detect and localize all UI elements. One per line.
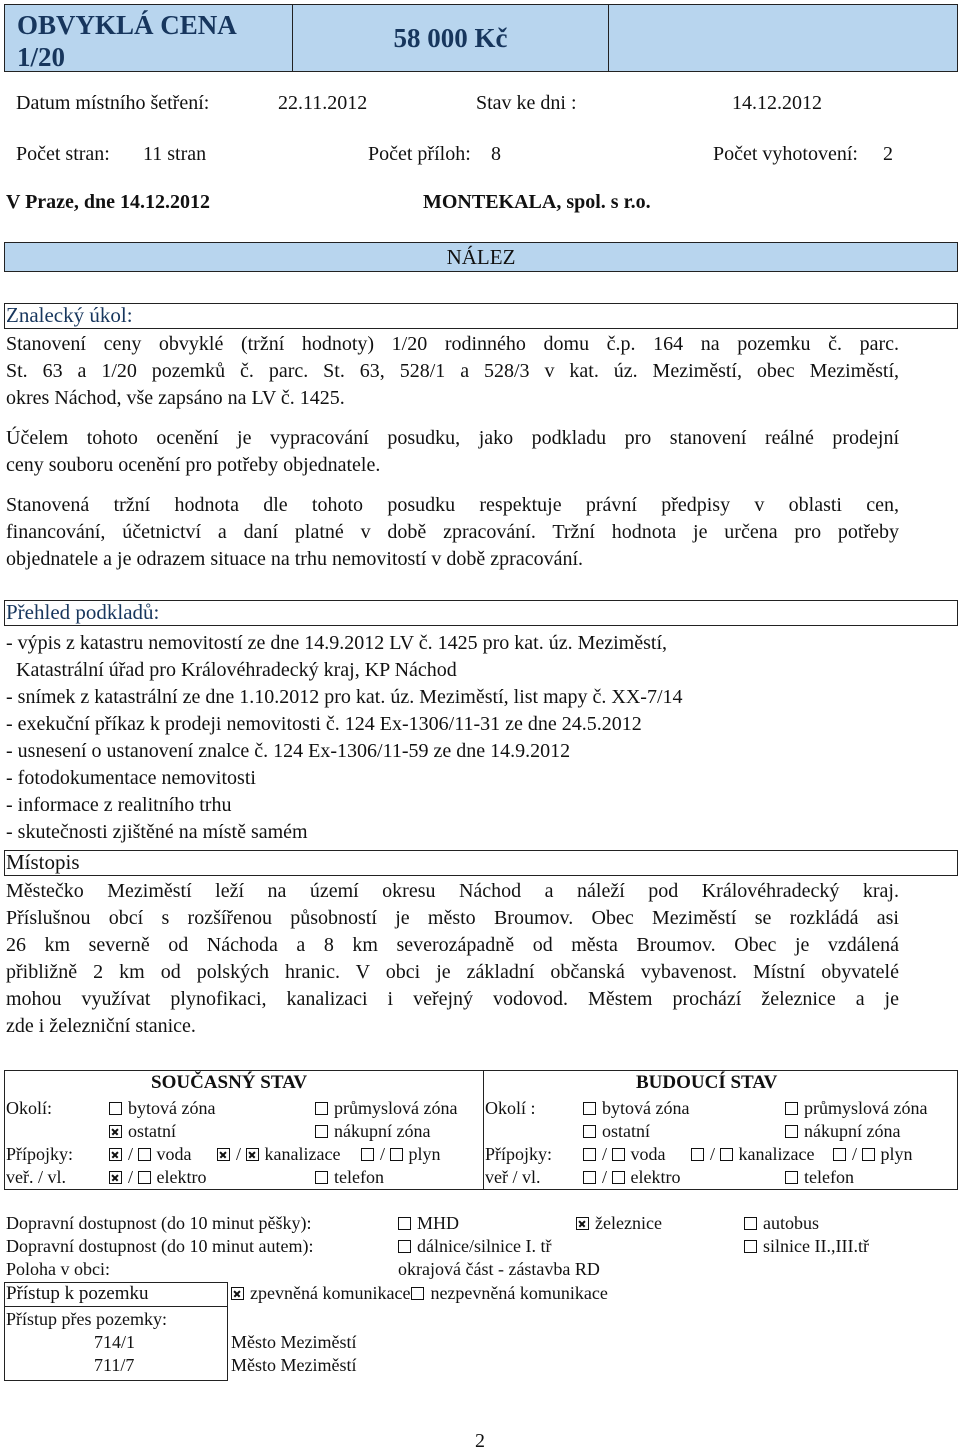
budouci-ostatni: ostatní xyxy=(583,1121,650,1142)
mistopis-line: přibližně 2 km od polských hranic. V obci je základní občanská vybavenost. Místní obyvatelé xyxy=(6,961,899,983)
checkbox-icon[interactable] xyxy=(612,1171,625,1184)
header-box xyxy=(4,4,958,72)
budouci-title: BUDOUCÍ STAV xyxy=(636,1072,778,1093)
budouci-telefon: telefon xyxy=(785,1167,854,1188)
checkbox-icon[interactable] xyxy=(862,1148,875,1161)
podklady-item: - exekuční příkaz k prodeji nemovitosti č. 124 Ex-1306/11-31 ze dne 24.5.2012 xyxy=(6,713,642,735)
checked-checkbox-icon[interactable] xyxy=(231,1287,244,1300)
dalnice-option: dálnice/silnice I. tř xyxy=(398,1236,551,1257)
podklady-heading: Přehled podkladů: xyxy=(6,600,160,624)
soucasny-title: SOUČASNÝ STAV xyxy=(151,1072,308,1093)
podklady-item: - skutečnosti zjištěné na místě samém xyxy=(6,821,308,843)
soucasny-nakupni: nákupní zóna xyxy=(315,1121,430,1142)
checkbox-icon[interactable] xyxy=(138,1148,151,1161)
parcel-owner: Město Meziměstí xyxy=(231,1332,357,1352)
budouci-pripojky-label: Přípojky: xyxy=(485,1144,553,1164)
stav-divider xyxy=(483,1071,484,1189)
nezpevnena-option: nezpevněná komunikace xyxy=(430,1283,608,1303)
stran-label: Počet stran: xyxy=(16,143,110,165)
poloha-value: okrajová část - zástavba RD xyxy=(398,1259,600,1279)
podklady-list xyxy=(6,630,683,846)
mistopis-line: 26 km severně od Náchoda a 8 km severozápadně od města Broumov. Obec je vzdálená xyxy=(6,934,899,956)
checkbox-icon[interactable] xyxy=(398,1240,411,1253)
datum-value: 22.11.2012 xyxy=(278,92,368,114)
soucasny-vv-label: veř. / vl. xyxy=(6,1167,66,1187)
pristup-label-box xyxy=(4,1282,228,1307)
checkbox-icon[interactable] xyxy=(785,1125,798,1138)
ukol-line: St. 63 a 1/20 pozemků č. parc. St. 63, 528/1 a 528/3 v kat. úz. Meziměstí, obec Meziměstí, xyxy=(6,360,899,382)
parcel-number: 711/7 xyxy=(94,1355,135,1375)
soucasny-voda: / voda xyxy=(109,1144,192,1165)
ukol-line: Stanovení ceny obvyklé (tržní hodnoty) 1/20 rodinného domu č.p. 164 na pozemku č. parc. xyxy=(6,333,899,355)
checkbox-icon[interactable] xyxy=(583,1102,596,1115)
mistopis-line: Příslušnou obcí s rozšířenou působností je město Broumov. Obec Meziměstí se rozkládá asi xyxy=(6,907,899,929)
soucasny-telefon: telefon xyxy=(315,1167,384,1188)
ukol-line: okres Náchod, vše zapsáno na LV č. 1425. xyxy=(6,387,345,409)
priloh-label: Počet příloh: xyxy=(368,143,471,165)
poloha-label: Poloha v obci: xyxy=(6,1259,110,1279)
autem-label: Dopravní dostupnost (do 10 minut autem): xyxy=(6,1236,314,1256)
budouci-voda: / voda xyxy=(583,1144,666,1165)
checkbox-icon[interactable] xyxy=(720,1148,733,1161)
place-date: V Praze, dne 14.12.2012 xyxy=(6,191,211,213)
soucasny-bytova: bytová zóna xyxy=(109,1098,215,1119)
checkbox-icon[interactable] xyxy=(583,1171,596,1184)
stanovena-line: objednatele a je odrazem situace na trhu nemovitostí v době zpracování. xyxy=(6,548,584,570)
podklady-item: Katastrální úřad pro Královéhradecký kraj, KP Náchod xyxy=(16,659,457,681)
parcel-owner: Město Meziměstí xyxy=(231,1355,357,1375)
checkbox-icon[interactable] xyxy=(785,1171,798,1184)
mistopis-heading-box xyxy=(4,850,958,876)
header-title: OBVYKLÁ CENA 1/20 xyxy=(5,5,293,71)
ucel-text xyxy=(6,425,899,479)
budouci-vv-label: veř / vl. xyxy=(485,1167,541,1187)
checked-checkbox-icon[interactable] xyxy=(217,1148,230,1161)
zeleznice-option: železnice xyxy=(576,1213,662,1234)
header-empty-cell xyxy=(609,5,957,71)
ucel-line: Účelem tohoto ocenění je vypracování posudku, jako podkladu pro stanovení reálné prodejní xyxy=(6,427,899,449)
budouci-prumyslova: průmyslová zóna xyxy=(785,1098,927,1119)
budouci-bytova: bytová zóna xyxy=(583,1098,689,1119)
silnice-option: silnice II.,III.tř xyxy=(744,1236,869,1257)
checkbox-icon[interactable] xyxy=(612,1148,625,1161)
stav-table xyxy=(4,1070,958,1190)
podklady-item: - usnesení o ustanovení znalce č. 124 Ex-1306/11-59 ze dne 14.9.2012 xyxy=(6,740,571,762)
mistopis-line: Městečko Meziměstí leží na území okresu Náchod a náleží pod Královéhradecký kraj. xyxy=(6,880,899,902)
parcel-number: 714/1 xyxy=(94,1332,136,1352)
soucasny-elektro: / elektro xyxy=(109,1167,207,1188)
vyhotoveni-value: 2 xyxy=(883,143,893,165)
budouci-kanalizace: / kanalizace xyxy=(691,1144,814,1165)
budouci-okoli-label: Okolí : xyxy=(485,1098,536,1118)
checked-checkbox-icon[interactable] xyxy=(576,1217,589,1230)
stanovena-line: financování, účetnictví a daní platné v době zpracování. Tržní hodnota je určena pro potřeby xyxy=(6,521,899,543)
budouci-nakupni: nákupní zóna xyxy=(785,1121,900,1142)
podklady-item: - výpis z katastru nemovitostí ze dne 14.9.2012 LV č. 1425 pro kat. úz. Meziměstí, xyxy=(6,632,667,654)
podklady-item: - snímek z katastrální ze dne 1.10.2012 pro kat. úz. Meziměstí, list mapy č. XX-7/14 xyxy=(6,686,683,708)
soucasny-pripojky-label: Přípojky: xyxy=(6,1144,74,1164)
pesky-label: Dopravní dostupnost (do 10 minut pěšky): xyxy=(6,1213,312,1233)
checkbox-icon[interactable] xyxy=(833,1148,846,1161)
mistopis-line: mohou využívat plynofikaci, kanalizaci i veřejný vodovod. Městem prochází železnice a je xyxy=(6,988,899,1010)
checked-checkbox-icon[interactable] xyxy=(109,1148,122,1161)
soucasny-kanalizace: / kanalizace xyxy=(217,1144,340,1165)
podklady-item: - fotodokumentace nemovitosti xyxy=(6,767,256,789)
pristup-label: Přístup k pozemku xyxy=(6,1283,149,1304)
checkbox-icon[interactable] xyxy=(744,1217,757,1230)
stav-value: 14.12.2012 xyxy=(732,92,822,114)
checkbox-icon[interactable] xyxy=(691,1148,704,1161)
checkbox-icon[interactable] xyxy=(785,1102,798,1115)
checkbox-icon[interactable] xyxy=(315,1125,328,1138)
podklady-item: - informace z realitního trhu xyxy=(6,794,232,816)
budouci-elektro: / elektro xyxy=(583,1167,681,1188)
checkbox-icon[interactable] xyxy=(109,1102,122,1115)
checkbox-icon[interactable] xyxy=(583,1125,596,1138)
ukol-text xyxy=(6,331,899,412)
mistopis-heading: Místopis xyxy=(6,850,80,874)
mhd-option: MHD xyxy=(398,1213,459,1234)
vyhotoveni-label: Počet vyhotovení: xyxy=(713,143,858,165)
mistopis-line: zde i železniční stanice. xyxy=(6,1015,196,1037)
stav-label: Stav ke dni : xyxy=(476,92,577,114)
checkbox-icon[interactable] xyxy=(315,1171,328,1184)
checkbox-icon[interactable] xyxy=(398,1217,411,1230)
ucel-line: ceny souboru ocenění pro potřeby objednatele. xyxy=(6,454,381,476)
pres-label: Přístup přes pozemky: xyxy=(6,1309,167,1329)
zpevnena-option: zpevněná komunikace nezpevněná komunikace xyxy=(231,1283,608,1304)
checked-checkbox-icon[interactable] xyxy=(109,1171,122,1184)
priloh-value: 8 xyxy=(491,143,501,165)
checkbox-icon[interactable] xyxy=(744,1240,757,1253)
soucasny-okoli-label: Okolí: xyxy=(6,1098,53,1118)
autobus-option: autobus xyxy=(744,1213,819,1234)
podklady-heading-box xyxy=(4,600,958,626)
soucasny-plyn: / plyn xyxy=(361,1144,441,1165)
checkbox-icon[interactable] xyxy=(411,1287,424,1300)
stanovena-text xyxy=(6,492,899,573)
mistopis-text xyxy=(6,878,899,1040)
checkbox-icon[interactable] xyxy=(583,1148,596,1161)
budouci-plyn: / plyn xyxy=(833,1144,913,1165)
soucasny-ostatni: ostatní xyxy=(109,1121,176,1142)
datum-label: Datum místního šetření: xyxy=(16,92,210,114)
page-number: 2 xyxy=(475,1430,485,1452)
checkbox-icon[interactable] xyxy=(361,1148,374,1161)
checkbox-icon[interactable] xyxy=(138,1171,151,1184)
nalez-title: NÁLEZ xyxy=(446,245,516,269)
nalez-bar xyxy=(4,242,958,272)
stanovena-line: Stanovená tržní hodnota dle tohoto posudku respektuje právní předpisy v oblasti cen, xyxy=(6,494,899,516)
company-name: MONTEKALA, spol. s r.o. xyxy=(423,191,651,213)
header-price: 58 000 Kč xyxy=(293,5,609,71)
checked-checkbox-icon[interactable] xyxy=(246,1148,259,1161)
checked-checkbox-icon[interactable] xyxy=(109,1125,122,1138)
checkbox-icon[interactable] xyxy=(390,1148,403,1161)
ukol-heading-box xyxy=(4,303,958,329)
ukol-heading: Znalecký úkol: xyxy=(6,303,133,327)
checkbox-icon[interactable] xyxy=(315,1102,328,1115)
stran-value: 11 stran xyxy=(143,143,207,165)
soucasny-prumyslova: průmyslová zóna xyxy=(315,1098,457,1119)
